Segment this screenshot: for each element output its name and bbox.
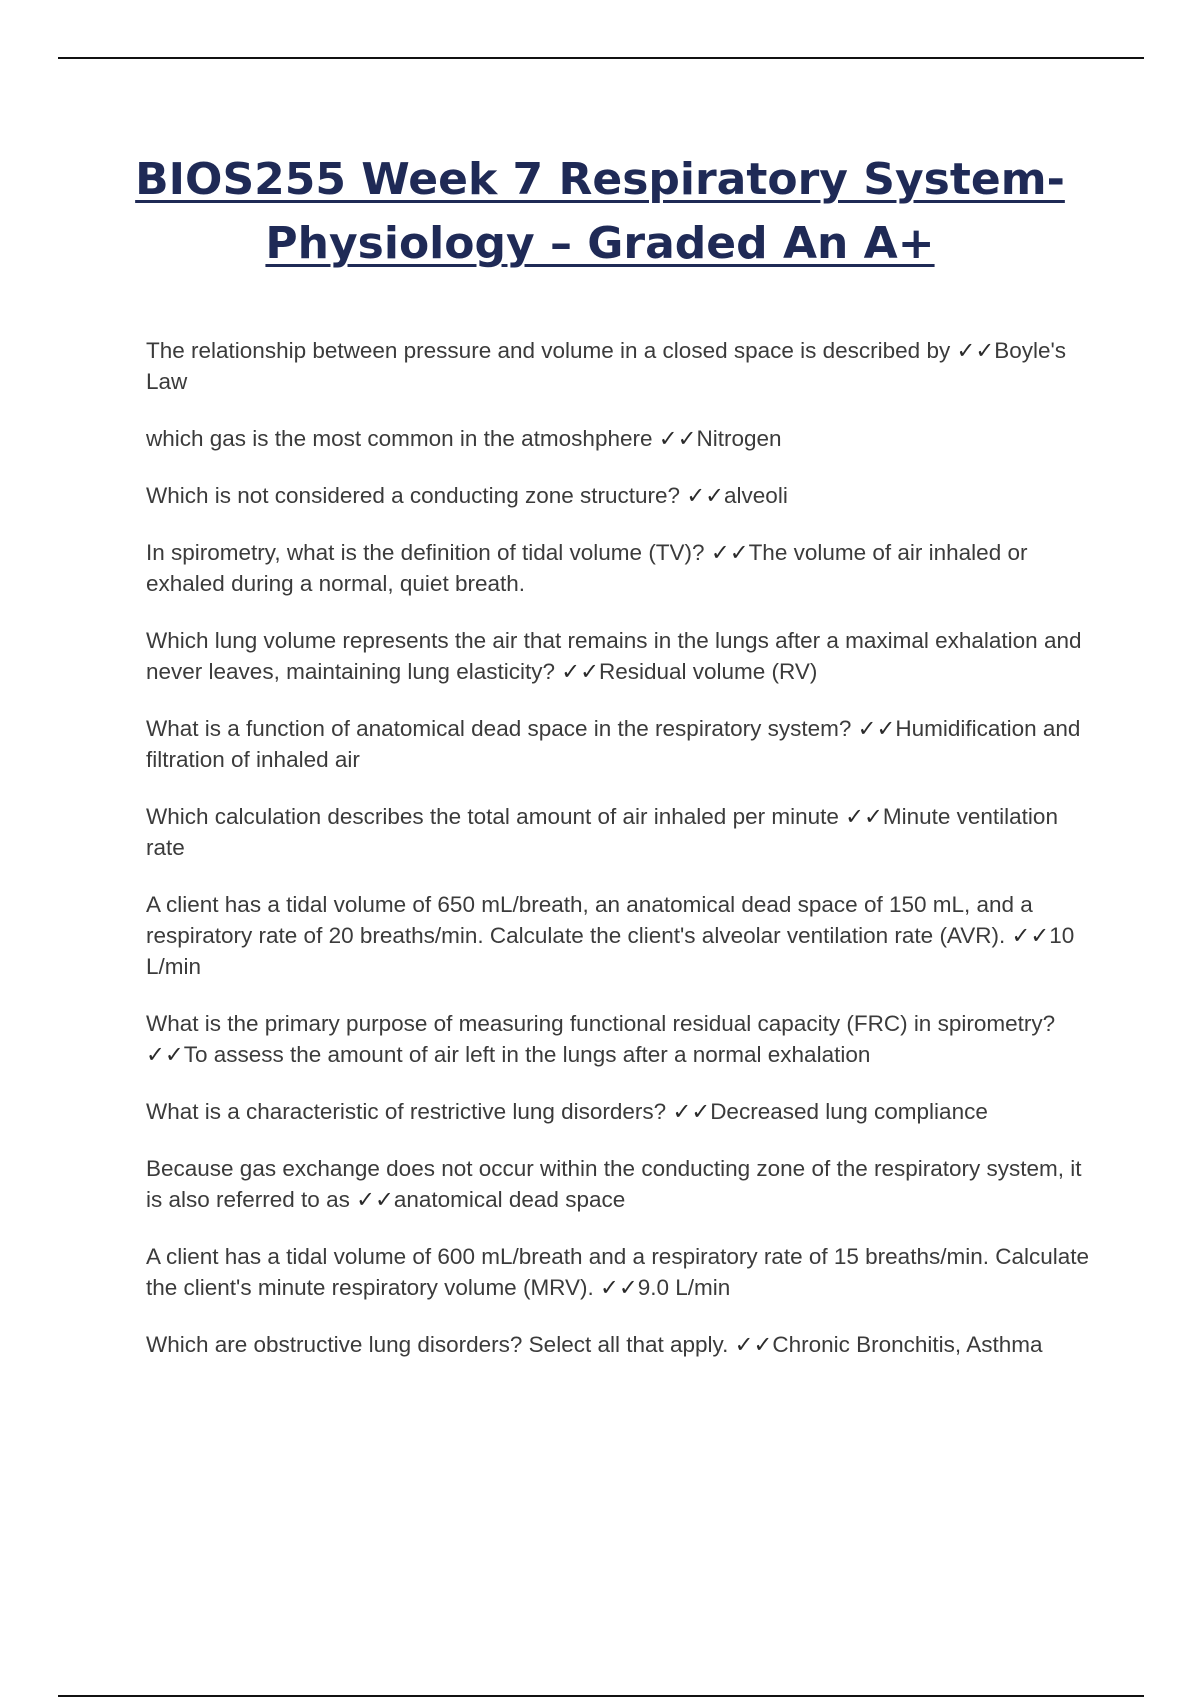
question-text: What is the primary purpose of measuring functional residual capacity (FRC) in spirometry? (146, 1011, 1056, 1036)
qa-item (146, 1008, 1096, 1070)
check-mark-icon: ✓✓ (857, 716, 896, 741)
check-mark-icon: ✓✓ (734, 1332, 773, 1357)
answer-text: To assess the amount of air left in the lungs after a normal exhalation (183, 1042, 871, 1067)
check-mark-icon: ✓✓ (658, 426, 697, 451)
question-text: What is a function of anatomical dead space in the respiratory system? (146, 716, 852, 741)
answer-text: Boyle's Law (146, 338, 1067, 394)
answer-text: Chronic Bronchitis, Asthma (772, 1332, 1043, 1357)
check-mark-icon: ✓✓ (356, 1187, 394, 1212)
question-text: In spirometry, what is the definition of tidal volume (TV)? (146, 540, 705, 565)
qa-item (146, 1329, 1096, 1360)
check-mark-icon: ✓✓ (1011, 923, 1050, 948)
title-line-1: BIOS255 Week 7 Respiratory System- (135, 154, 1065, 205)
qa-item (146, 625, 1096, 687)
qa-item (146, 713, 1096, 775)
check-mark-icon: ✓✓ (710, 540, 749, 565)
answer-text: Minute ventilation rate (146, 804, 1058, 860)
qa-item (146, 889, 1096, 982)
question-text: A client has a tidal volume of 600 mL/breath and a respiratory rate of 15 breaths/min. Calculate the client's minute respiratory volume (MRV). (146, 1244, 1090, 1300)
top-rule (58, 57, 1144, 59)
answer-text: The volume of air inhaled or exhaled during a normal, quiet breath. (146, 540, 1028, 596)
answer-text: Nitrogen (696, 426, 782, 451)
question-text: Because gas exchange does not occur within the conducting zone of the respiratory system, it is also referred to as (146, 1156, 1082, 1212)
answer-text: Humidification and filtration of inhaled air (146, 716, 1081, 772)
answer-text: anatomical dead space (393, 1187, 626, 1212)
question-text: which gas is the most common in the atmoshphere (146, 426, 653, 451)
question-text: Which are obstructive lung disorders? Select all that apply. (146, 1332, 729, 1357)
question-text: Which lung volume represents the air that remains in the lungs after a maximal exhalation and never leaves, maintaining lung elasticity? (146, 628, 1082, 684)
qa-item (146, 537, 1096, 599)
bottom-rule (58, 1695, 1144, 1697)
qa-item (146, 423, 1096, 454)
qa-item (146, 1241, 1096, 1303)
answer-text: Decreased lung compliance (710, 1099, 988, 1124)
document-title (100, 148, 1100, 276)
qa-item (146, 1153, 1096, 1215)
title-line-2: Physiology – Graded An A+ (265, 218, 935, 269)
check-mark-icon: ✓✓ (956, 338, 995, 363)
check-mark-icon: ✓✓ (845, 804, 883, 829)
check-mark-icon: ✓✓ (146, 1042, 184, 1067)
answer-text: 10 L/min (146, 923, 1075, 979)
qa-item (146, 801, 1096, 863)
qa-item (146, 335, 1096, 397)
answer-text: 9.0 L/min (637, 1275, 731, 1300)
answer-text: Residual volume (RV) (598, 659, 818, 684)
question-text: Which calculation describes the total amount of air inhaled per minute (146, 804, 839, 829)
question-text: The relationship between pressure and volume in a closed space is described by (146, 338, 951, 363)
question-text: Which is not considered a conducting zone structure? (146, 483, 681, 508)
question-text: What is a characteristic of restrictive lung disorders? (146, 1099, 667, 1124)
qa-item (146, 480, 1096, 511)
question-answer-list (146, 335, 1096, 1386)
check-mark-icon: ✓✓ (686, 483, 725, 508)
check-mark-icon: ✓✓ (561, 659, 599, 684)
check-mark-icon: ✓✓ (600, 1275, 638, 1300)
qa-item (146, 1096, 1096, 1127)
check-mark-icon: ✓✓ (672, 1099, 711, 1124)
question-text: A client has a tidal volume of 650 mL/breath, an anatomical dead space of 150 mL, and a respiratory rate of 20 breaths/min. Calculate the client's alveolar ventilation rate (AVR). (146, 892, 1033, 948)
answer-text: alveoli (724, 483, 788, 508)
